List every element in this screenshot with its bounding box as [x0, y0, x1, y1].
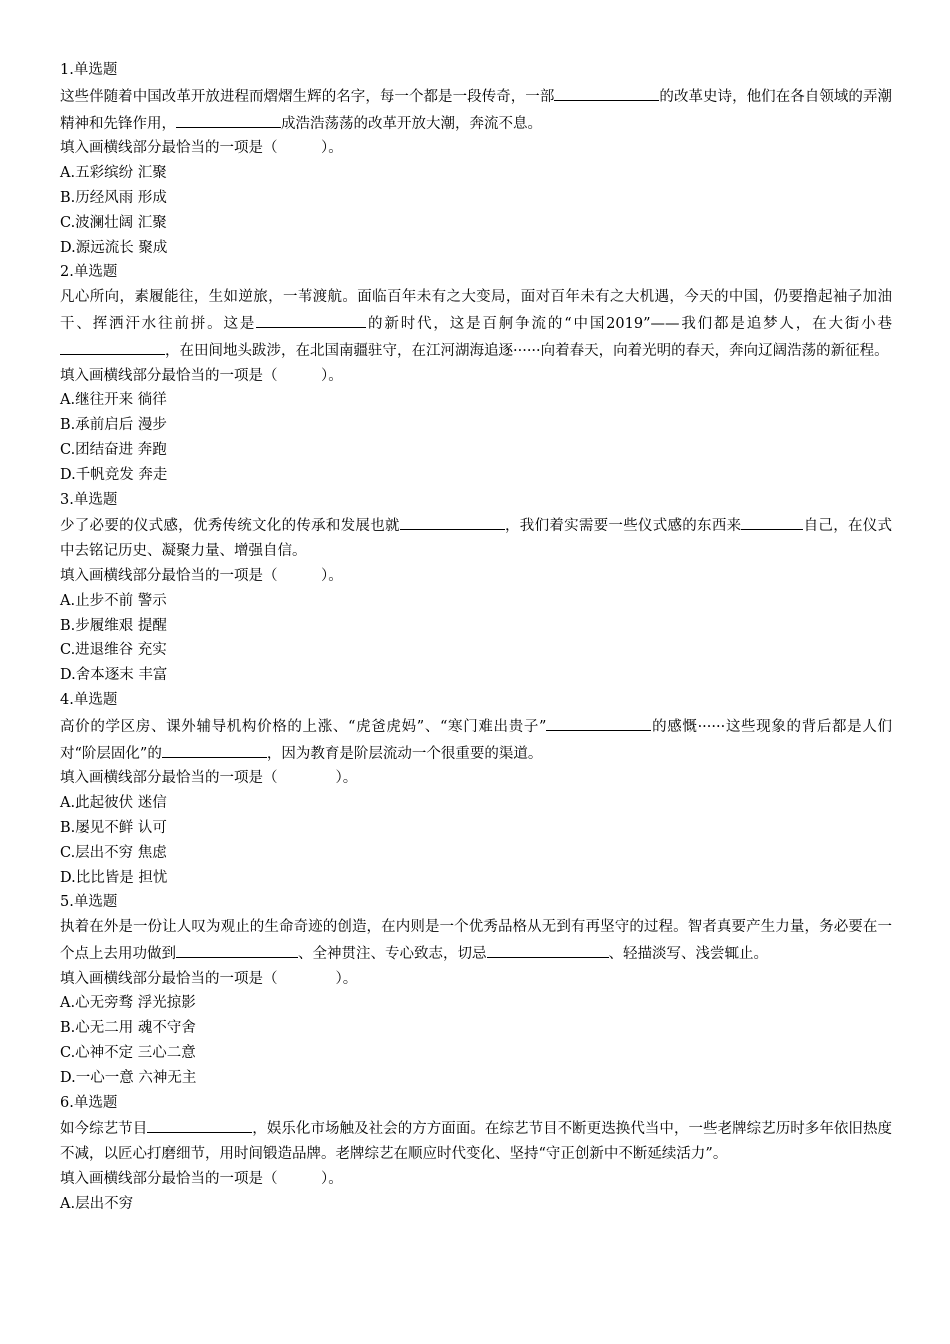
- option-b[interactable]: B.屡见不鲜 认可: [60, 819, 167, 836]
- question-6-number: 6.单选题: [60, 1094, 118, 1111]
- question-document: [60, 58, 892, 1217]
- option-a[interactable]: A.五彩缤纷 汇聚: [60, 165, 167, 182]
- question-2-number: 2.单选题: [60, 264, 118, 281]
- option-b[interactable]: B.步履维艰 提醒: [60, 617, 167, 634]
- option-c[interactable]: C.层出不穷 焦虑: [60, 844, 167, 861]
- blank: [176, 940, 298, 958]
- option-d[interactable]: D.比比皆是 担忧: [60, 869, 168, 886]
- option-a[interactable]: A.继往开来 徜徉: [60, 392, 167, 409]
- question-5-prompt: 填入画横线部分最恰当的一项是（ ）。: [60, 970, 358, 987]
- question-3-stem: 少了必要的仪式感，优秀传统文化的传承和发展也就 ，我们着实需要一些仪式感的东西来 自己，在仪式中去铭记历史、凝聚力量、增强自信。: [60, 512, 892, 564]
- option-b[interactable]: B.心无二用 魂不守舍: [60, 1020, 196, 1037]
- question-4-number: 4.单选题: [60, 691, 118, 708]
- option-d[interactable]: D.一心一意 六神无主: [60, 1069, 197, 1086]
- question-4-stem: 高价的学区房、课外辅导机构价格的上涨、“虎爸虎妈”、“寒门难出贵子” 的感慨······这些现象的背后都是人们对“阶层固化”的 ，因为教育是阶层流动一个很重要的渠道。: [60, 713, 892, 767]
- option-d[interactable]: D.源远流长 聚成: [60, 239, 168, 256]
- question-1-prompt: 填入画横线部分最恰当的一项是（ ）。: [60, 140, 343, 157]
- question-5-number: 5.单选题: [60, 894, 118, 911]
- question-5-stem: 执着在外是一份让人叹为观止的生命奇迹的创造，在内则是一个优秀品格从无到有再坚守的过程。智者真要产生力量，务必要在一个点上去用功做到 、全神贯注、专心致志，切忌 、轻描淡写、浅尝辄止。: [60, 919, 892, 962]
- option-c[interactable]: C.心神不定 三心二意: [60, 1045, 196, 1062]
- option-a[interactable]: A.心无旁骛 浮光掠影: [60, 995, 196, 1012]
- option-c[interactable]: C.进退维谷 充实: [60, 642, 167, 659]
- question-3-prompt: 填入画横线部分最恰当的一项是（ ）。: [60, 567, 343, 584]
- blank: [554, 83, 659, 101]
- option-a[interactable]: A.此起彼伏 迷信: [60, 795, 167, 812]
- blank: [400, 512, 505, 530]
- blank: [162, 740, 267, 758]
- question-3-number: 3.单选题: [60, 491, 118, 508]
- option-b[interactable]: B.承前启后 漫步: [60, 417, 167, 434]
- question-4-prompt: 填入画横线部分最恰当的一项是（ ）。: [60, 770, 358, 787]
- question-2-prompt: 填入画横线部分最恰当的一项是（ ）。: [60, 367, 343, 384]
- option-c[interactable]: C.波澜壮阔 汇聚: [60, 214, 167, 231]
- question-2-stem: 凡心所向，素履能往，生如逆旅，一苇渡航。面临百年未有之大变局，面对百年未有之大机遇，今天的中国，仍要撸起袖子加油干、挥洒汗水往前拼。这是 的新时代，这是百舸争流的“中国2019”——我们都是追梦人，在大街小巷，在田间地头跋涉，在北国南疆驻守，在江河湖海追逐······向着春天，向着光明的春天，奔向辽阔浩荡的新征程。: [60, 289, 893, 359]
- blank: [256, 310, 366, 328]
- option-d[interactable]: D.舍本逐末 丰富: [60, 667, 168, 684]
- blank: [487, 940, 609, 958]
- blank: [546, 713, 651, 731]
- option-a[interactable]: A.层出不穷: [60, 1195, 134, 1212]
- option-b[interactable]: B.历经风雨 形成: [60, 189, 167, 206]
- option-a[interactable]: A.止步不前 警示: [60, 592, 167, 609]
- question-1-number: 1.单选题: [60, 62, 118, 78]
- blank: [176, 110, 281, 128]
- blank: [741, 512, 803, 530]
- option-c[interactable]: C.团结奋进 奔跑: [60, 441, 167, 458]
- question-1-stem: 这些伴随着中国改革开放进程而熠熠生辉的名字，每一个都是一段传奇，一部 的改革史诗，他们在各自领域的弄潮精神和先锋作用， 成浩浩荡荡的改革开放大潮，奔流不息。: [60, 83, 892, 137]
- question-6-prompt: 填入画横线部分最恰当的一项是（ ）。: [60, 1171, 343, 1188]
- question-6-stem: 如今综艺节目 ，娱乐化市场触及社会的方方面面。在综艺节目不断更迭换代当中，一些老牌综艺历时多年依旧热度不减，以匠心打磨细节，用时间锻造品牌。老牌综艺在顺应时代变化、坚持“守正创新中不断延续活力”。: [60, 1115, 892, 1167]
- blank: [60, 337, 165, 355]
- blank: [147, 1115, 252, 1133]
- option-d[interactable]: D.千帆竞发 奔走: [60, 466, 168, 483]
